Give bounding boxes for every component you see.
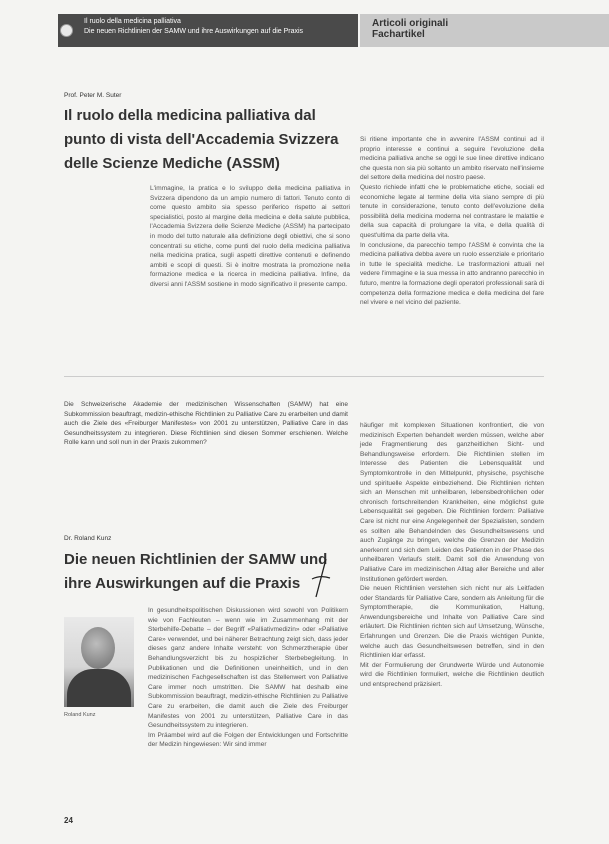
handwritten-mark-icon xyxy=(308,557,332,599)
section-label xyxy=(360,14,609,47)
article2-title: Die neuen Richtlinien der SAMW und ihre Auswirkungen auf die Praxis xyxy=(64,551,328,592)
article1-col-right: Si ritiene importante che in avvenire l'ASSM continui ad il proprio interesse e continui a seguire l'evoluzione della medicina palliativa anche se oggi le sue linee direttive indicano che questa non sia più soltanto un ambito riservato nell'insieme del settore della medicina del nostro paese. Questo richiede infatti che le problematiche etiche, sociali ed economiche legate al termine della vita siano sempre di più tenute in considerazione, tenuto conto dell'evoluzione della possibilità della medicina moderna nel contrastare le malattie e della sua capacità di prolungare la vita, e della qualità di quest'ultima da parte della vita. In conclusione, da parecchio tempo l'ASSM è convinta che la medicina palliativa debba avere un ruolo essenziale e prioritario in tutte le specialità mediche. Le trasformazioni attuali nel vedere l'immagine e la sua messa in atto andranno parecchio in futuro, mentre la formazione degli operatori professionali sarà di competenza della formazione medica e della medicina del fare nel vivere e nel vicino del paziente. xyxy=(360,136,544,307)
author-portrait xyxy=(64,617,134,707)
section-label-it: Articoli originali xyxy=(372,18,449,29)
article2-col-right: häufiger mit komplexen Situationen konfrontiert, die von medizinisch Experten behandelt werden müssen, welche aber jede Fragmentierung des ganzheitlichen Sicht- und Behandlungsweise erfordern. Die Richtlinien stellen im Interesse des Patienten die Lebensqualität und Symptomkontrolle in den Mittelpunkt, physische, psychische und spirituelle Aspekte einbeziehend. Die Richtlinien richten sich an Menschen mit unheilbaren, lebensbedrohlichen oder chronisch fortschreitenden Krankheiten, eine möglichst gute Lebensqualität sei gegeben. Die Richtlinien fordern: Palliative Care ist nicht nur eine Angelegenheit der Spezialisten, sondern es sollten alle Behandelnden des Gesundheitswesens und auch Zugänge zu bringen, welche die Grenzen der Medizin anerkennt und sich dem Leiden des Patienten in der Phase des unheilbaren Verlaufs stellt. Damit soll die Anwendung von Palliative Care im medizinischen Alltag aller Bereiche und aller Institutionen gefördert werden. Die neuen Richtlinien verstehen sich nicht nur als Leitfaden oder Standards für Palliative Care, sondern als Anleitung für die Symptomtherapie, die Kommunikation, Haltung, Anwendungsbereiche und Inhalte von Palliative Care sind erläutert. Die Richtlinien richten sich auf Umsetzung, Wünsche, Erfahrungen und Grenzen. Die die Praxis wichtigen Punkte, welche auch das Gesundheitswesen betreffen, sind in den Richtlinien klar erfasst. Mit der Formulierung der Grundwerte Würde und Autonomie wird die Richtlinien formuliert, welche die Richtlinien deutlich und entsprechend präzisiert. xyxy=(360,422,544,689)
author-photo-caption: Roland Kunz xyxy=(64,712,96,718)
page-number: 24 xyxy=(64,816,73,825)
article2-intro: Die Schweizerische Akademie der medizinischen Wissenschaften (SAMW) hat eine Subkommission beauftragt, medizin-ethische Richtlinien zu Palliative Care zu erarbeiten und damit auch die Ziele des «Freiburger Manifestes» von 2001 zu unterstützen, Palliative Care in das Gesundheitssystem zu integrieren. Diese Richtlinien sind diesen Sommer erschienen. Welche Rolle kann und soll nun in der Praxis zukommen? xyxy=(64,401,348,447)
article1-title: Il ruolo della medicina palliativa dal punto di vista dell'Accademia Svizzera delle Scienze Mediche (ASSM) xyxy=(64,107,339,172)
running-header xyxy=(58,14,358,47)
section-divider xyxy=(64,376,544,377)
article1-author: Prof. Peter M. Suter xyxy=(64,92,122,99)
section-label-de: Fachartikel xyxy=(372,29,425,40)
article2-author: Dr. Roland Kunz xyxy=(64,535,112,542)
bullet-circle-icon xyxy=(60,24,73,37)
running-header-line2: Die neuen Richtlinien der SAMW und ihre Auswirkungen auf die Praxis xyxy=(84,28,304,35)
running-header-line1: Il ruolo della medicina palliativa xyxy=(84,18,181,25)
article2-col-center: In gesundheitspolitischen Diskussionen wird sowohl von Politikern wie von Fachleuten – wenn wie im Zusammenhang mit der Sterbehilfe-Debatte – der Begriff «Palliativmedizin» oder «Palliative Care» verwendet, und bei näherer Betrachtung zeigt sich, dass jeder dieses ganz andere Inhalte versteht: von Schmerztherapie über Behandlungsverzicht bis zu hospizlicher Sterbebegleitung. In Publikationen und die Definitionen uneinheitlich, und in den medizinischen Fachgesellschaften ist das Stellenwert von Palliative Care immer noch umstritten. Die SAMW hat deshalb eine Subkommission beauftragt, medizin-ethische Richtlinien zu Palliative Care zu erarbeiten, die damit auch die Ziele des Freiburger Manifestes von 2001 zu unterstützen, Palliative Care in das Gesundheitssystem zu integrieren. Im Präambel wird auf die Folgen der Entwicklungen und Fortschritte der Medizin hingewiesen: Wir sind immer xyxy=(148,607,348,749)
article1-col-center: L'immagine, la pratica e lo sviluppo della medicina palliativa in Svizzera dipendono da un ampio numero di fattori. Tenuto conto di come questo ambito sia spesso periferico rispetto ai settori specialistici, posto al margine della medicina e della salute pubblica, l'Accademia Svizzera delle Scienze Mediche (ASSM) ha partecipato in modo del tutto naturale alla definizione degli obiettivi, che si sono concentrati su etiche, come punti del ruolo della medicina palliativa nella medicina pratica, sugli aspetti direttive contenuti e definendo ambiti e scopi di questi. Si è inoltre mostrata la promozione nella formazione medica e la ricerca in medicina palliativa. Infine, da diversi anni l'ASSM sostiene in modo significativo il presente campo. xyxy=(150,185,350,288)
